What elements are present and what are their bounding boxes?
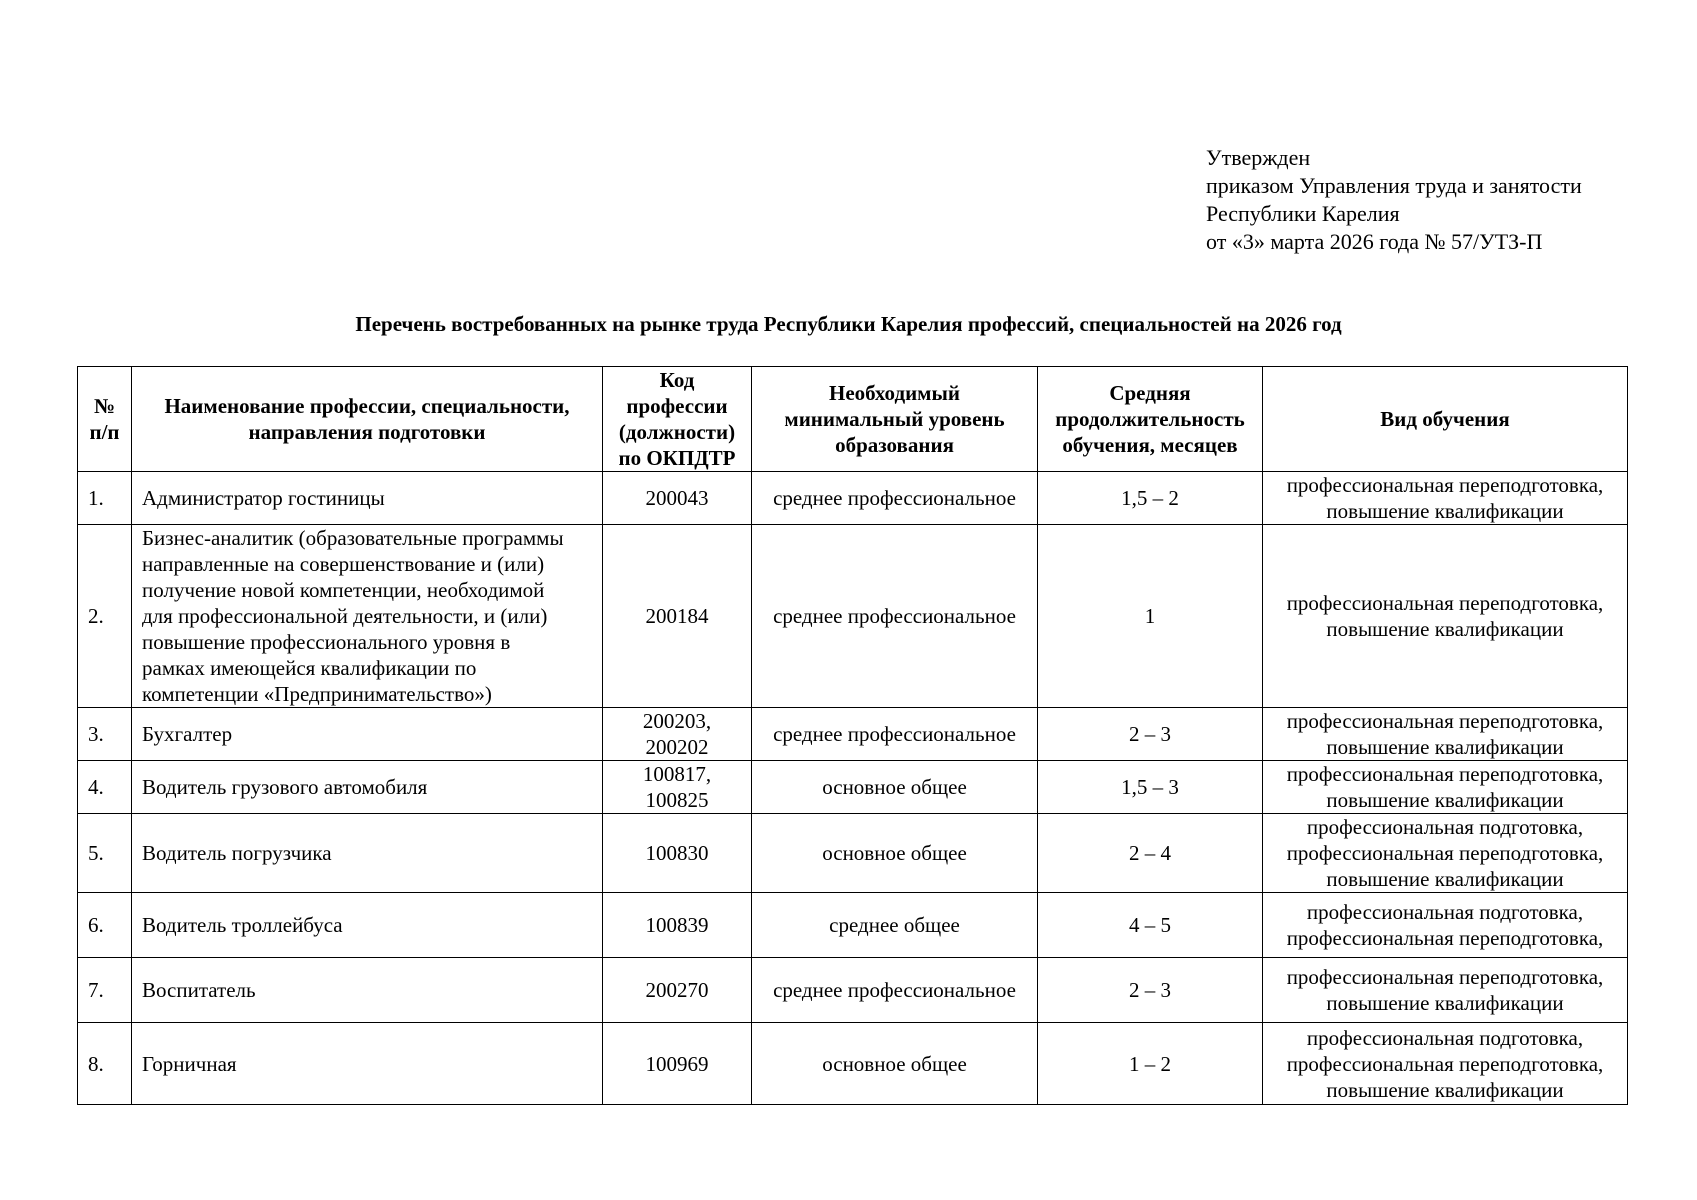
approval-line: Республики Карелия	[1206, 201, 1400, 226]
training-type: профессиональная переподготовка, повышение квалификации	[1263, 472, 1628, 525]
training-type: профессиональная переподготовка, повышение квалификации	[1263, 525, 1628, 708]
training-duration: 1	[1038, 525, 1263, 708]
training-type: профессиональная переподготовка, повышение квалификации	[1263, 958, 1628, 1023]
table-row	[78, 814, 1628, 893]
table-row	[78, 1023, 1628, 1105]
training-duration: 1 – 2	[1038, 1023, 1263, 1105]
education-level: среднее профессиональное	[752, 958, 1038, 1023]
training-duration: 2 – 3	[1038, 708, 1263, 761]
row-number: 3.	[78, 708, 132, 761]
training-type: профессиональная подготовка, профессиональная переподготовка, повышение квалификации	[1263, 1023, 1628, 1105]
training-duration: 1,5 – 2	[1038, 472, 1263, 525]
education-level: среднее профессиональное	[752, 708, 1038, 761]
training-type: профессиональная подготовка, профессиональная переподготовка,	[1263, 893, 1628, 958]
profession-name: Воспитатель	[132, 958, 603, 1023]
table-row	[78, 761, 1628, 814]
header-row	[78, 367, 1628, 472]
row-number: 1.	[78, 472, 132, 525]
row-number: 4.	[78, 761, 132, 814]
row-number: 2.	[78, 525, 132, 708]
header-training: Вид обучения	[1263, 367, 1628, 472]
header-code: Код профессии (должности) по ОКПДТР	[603, 367, 752, 472]
table-row	[78, 525, 1628, 708]
education-level: среднее профессиональное	[752, 472, 1038, 525]
professions-table	[77, 366, 1628, 1105]
education-level: среднее общее	[752, 893, 1038, 958]
table-row	[78, 958, 1628, 1023]
profession-code: 100839	[603, 893, 752, 958]
profession-name: Бизнес-аналитик (образовательные программы направленные на совершенствование и (или) получение новой компетенции, необходимой для профессиональной деятельности, и (или) повышение профессионального уровня в рамках имеющейся квалификации по компетенции «Предпринимательство»)	[132, 525, 603, 708]
training-type: профессиональная переподготовка, повышение квалификации	[1263, 761, 1628, 814]
education-level: среднее профессиональное	[752, 525, 1038, 708]
profession-name: Водитель грузового автомобиля	[132, 761, 603, 814]
table-row	[78, 472, 1628, 525]
education-level: основное общее	[752, 814, 1038, 893]
approval-line: Утвержден	[1206, 145, 1311, 170]
training-type: профессиональная подготовка, профессиональная переподготовка, повышение квалификации	[1263, 814, 1628, 893]
header-education: Необходимый минимальный уровень образования	[752, 367, 1038, 472]
profession-name: Администратор гостиницы	[132, 472, 603, 525]
profession-name: Горничная	[132, 1023, 603, 1105]
profession-code: 100817, 100825	[603, 761, 752, 814]
document-title: Перечень востребованных на рынке труда Республики Карелия профессий, специальностей на 2026 год	[355, 312, 1342, 336]
education-level: основное общее	[752, 1023, 1038, 1105]
training-duration: 4 – 5	[1038, 893, 1263, 958]
education-level: основное общее	[752, 761, 1038, 814]
profession-code: 200043	[603, 472, 752, 525]
profession-code: 200270	[603, 958, 752, 1023]
profession-code: 100969	[603, 1023, 752, 1105]
approval-line: от «3» марта 2026 года № 57/УТЗ-П	[1206, 229, 1543, 254]
header-num: № п/п	[78, 367, 132, 472]
profession-name: Бухгалтер	[132, 708, 603, 761]
profession-name: Водитель троллейбуса	[132, 893, 603, 958]
profession-code: 200184	[603, 525, 752, 708]
training-duration: 2 – 4	[1038, 814, 1263, 893]
approval-block	[1206, 144, 1582, 256]
profession-code: 100830	[603, 814, 752, 893]
approval-line: приказом Управления труда и занятости	[1206, 173, 1582, 198]
training-duration: 2 – 3	[1038, 958, 1263, 1023]
row-number: 6.	[78, 893, 132, 958]
header-name: Наименование профессии, специальности, направления подготовки	[132, 367, 603, 472]
header-duration: Средняя продолжительность обучения, месяцев	[1038, 367, 1263, 472]
training-type: профессиональная переподготовка, повышение квалификации	[1263, 708, 1628, 761]
profession-name: Водитель погрузчика	[132, 814, 603, 893]
row-number: 8.	[78, 1023, 132, 1105]
training-duration: 1,5 – 3	[1038, 761, 1263, 814]
row-number: 5.	[78, 814, 132, 893]
table-row	[78, 893, 1628, 958]
profession-code: 200203, 200202	[603, 708, 752, 761]
table-row	[78, 708, 1628, 761]
row-number: 7.	[78, 958, 132, 1023]
